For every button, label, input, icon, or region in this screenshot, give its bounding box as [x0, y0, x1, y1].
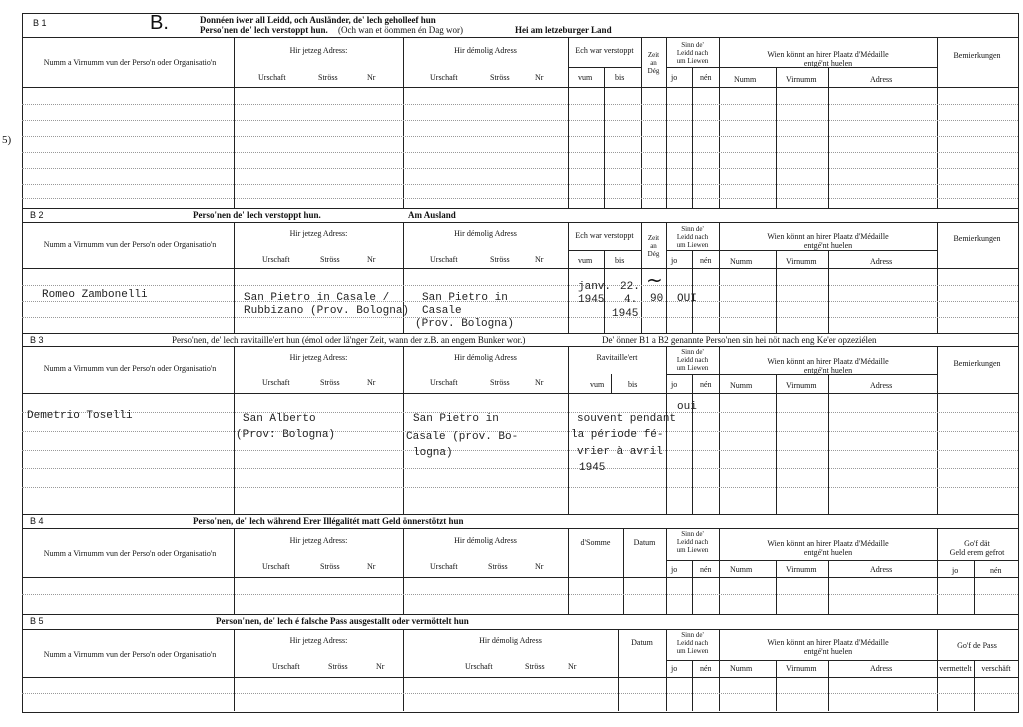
- entry-b3-former-address-2: Casale (prov. Bo-: [406, 431, 519, 443]
- b1-row-line: [22, 136, 1018, 137]
- col-header-obtained: verschäft: [981, 664, 1011, 673]
- section-code-b1: B 1: [33, 18, 47, 28]
- col-header-yes: jo: [671, 565, 678, 574]
- col-header-medal-address: Adress: [870, 664, 893, 673]
- col-header-medal-name: Numm: [730, 381, 753, 390]
- col-header-remarks: Bemierkungen: [953, 359, 1001, 368]
- b3-row-line: [22, 450, 1018, 451]
- col-header-locality: Urschaft: [430, 73, 458, 82]
- col-header-street: Ströss: [525, 662, 545, 671]
- medal-label-1: Wien könnt an hirer Plaatz d'Médaille: [767, 232, 889, 241]
- b4-sub-hline: [666, 560, 1018, 561]
- col-header-medal-address: Adress: [870, 257, 893, 266]
- b5-header-bottom: [22, 677, 1018, 678]
- sense-label-2: Leidd nach: [676, 538, 709, 546]
- section-title-b1-a: Perso'nen de' lech verstoppt hun.: [200, 25, 328, 35]
- section-title-b4: Perso'nen, de' lech während Erer Illégalitét matt Geld önnerstötzt hun: [193, 516, 464, 526]
- col-header-remarks: Bemierkungen: [953, 234, 1001, 243]
- col-header-sense: [666, 225, 719, 249]
- time-label-1: Zeit: [647, 51, 660, 59]
- col-header-pass: Go'f de Pass: [957, 641, 997, 650]
- b3-sub-line: [692, 374, 693, 514]
- col-header-former-address: Hir démolig Adress: [479, 636, 542, 645]
- col-header-medal-first: Virnumm: [786, 565, 817, 574]
- col-header-street: Ströss: [318, 73, 338, 82]
- b3-row-line: [22, 468, 1018, 469]
- b4-top: [22, 514, 1018, 515]
- sense-label-3: um Liewen: [676, 364, 709, 372]
- col-header-yes: jo: [952, 566, 959, 575]
- col-header-nr: Nr: [367, 255, 376, 264]
- col-header-no: nén: [700, 256, 712, 265]
- money-label-1: Go'f dät: [964, 539, 990, 548]
- sense-label-1: Sinn de': [681, 530, 704, 538]
- sense-label-1: Sinn de': [681, 348, 704, 356]
- col-header-medal-first: Virnumm: [786, 75, 817, 84]
- b3-sub-line: [828, 374, 829, 514]
- col-header-time: [641, 234, 666, 258]
- col-header-locality: Urschaft: [430, 255, 458, 264]
- col-header-name: Numm a Virnumm vun der Perso'n oder Organisatio'n: [43, 58, 217, 67]
- col-header-name: Numm a Virnumm vun der Perso'n oder Organisatio'n: [43, 650, 217, 659]
- section-title-b1: Donnéen iwer all Leidd, och Ausländer, de' lech geholleef hun: [200, 15, 436, 25]
- col-header-medal: [719, 232, 937, 250]
- b3-col-line: [234, 346, 235, 514]
- col-header-street: Ströss: [490, 378, 510, 387]
- col-header-to: bis: [628, 380, 638, 389]
- section-title-b2: Perso'nen de' lech verstoppt hun.: [193, 210, 321, 220]
- sense-label-2: Leidd nach: [676, 356, 709, 364]
- col-header-provided: vermettelt: [939, 664, 972, 673]
- b1-sub-line: [776, 67, 777, 208]
- entry-b3-supplied-4: 1945: [579, 462, 606, 474]
- entry-b3-former-address-1: San Pietro in: [413, 413, 499, 425]
- col-header-medal-name: Numm: [734, 75, 757, 84]
- col-header-locality: Urschaft: [272, 662, 300, 671]
- entry-b3-name: Demetrio Toselli: [27, 410, 133, 422]
- b4-sub-line: [974, 560, 975, 614]
- entry-b2-former-address-1: San Pietro in: [422, 292, 508, 304]
- entry-b3-yes: oui: [677, 401, 697, 413]
- entry-b2-to-3: 1945: [612, 308, 639, 320]
- col-header-medal: [719, 50, 937, 68]
- entry-b2-to-1: 22.: [620, 281, 640, 293]
- entry-b2-from-1: janv.: [578, 281, 612, 293]
- section-code-b2: B 2: [30, 210, 44, 220]
- col-header-from: vum: [590, 380, 605, 389]
- col-header-medal: [719, 357, 937, 375]
- sense-label-3: um Liewen: [676, 57, 709, 65]
- col-header-medal: [719, 638, 937, 656]
- sense-label-3: um Liewen: [676, 647, 709, 655]
- section-title-b5: Person'nen, de' lech é falsche Pass ausgestallt oder vermöttelt hun: [216, 616, 469, 626]
- section-code-b3: B 3: [30, 335, 44, 345]
- col-header-street: Ströss: [488, 562, 508, 571]
- entry-b2-former-address-3: (Prov. Bologna): [415, 318, 515, 330]
- col-header-street: Ströss: [320, 562, 340, 571]
- entry-b2-from-2: 1945: [578, 294, 605, 306]
- section-title-b3-right: De' önner B1 a B2 genannte Perso'nen sin hei nöt nach eng Ke'er opzeziélen: [602, 335, 877, 345]
- col-header-nr: Nr: [535, 255, 544, 264]
- b1-header-top: [22, 37, 1018, 38]
- tick-mark-icon: ~: [646, 268, 663, 292]
- col-header-current-address: Hir jetzeg Adress:: [289, 636, 348, 645]
- col-header-street: Ströss: [328, 662, 348, 671]
- col-header-medal-address: Adress: [870, 565, 893, 574]
- medal-label-1: Wien könnt an hirer Plaatz d'Médaille: [767, 357, 889, 366]
- b1-col-line: [234, 37, 235, 208]
- b2-row-line: [22, 317, 1018, 318]
- b1-row-line: [22, 168, 1018, 169]
- sense-label-2: Leidd nach: [676, 49, 709, 57]
- b3-row-line: [22, 487, 1018, 488]
- entry-b2-current-address-2: Rubbizano (Prov. Bologna): [244, 305, 410, 317]
- b3-col-line: [568, 346, 569, 514]
- col-header-medal-first: Virnumm: [786, 381, 817, 390]
- time-label-2: an: [650, 59, 657, 67]
- section-code-b5: B 5: [30, 616, 44, 626]
- b3-header-bottom: [22, 393, 1018, 394]
- entry-b2-name: Romeo Zambonelli: [42, 289, 148, 301]
- section-title-b3: Perso'nen, de' lech ravitaille'ert hun (émol oder lä'nger Zeit, wann der z.B. an engem Bunker wor.): [172, 335, 526, 345]
- b2-top: [22, 208, 1018, 209]
- col-header-name: Numm a Virnumm vun der Perso'n oder Organisatio'n: [43, 549, 217, 558]
- medal-label-2: entgé'nt huelen: [803, 366, 853, 375]
- b5-header-top: [22, 629, 1018, 630]
- col-header-yes: jo: [671, 256, 678, 265]
- b2-row-line: [22, 301, 1018, 302]
- entry-b3-supplied-2: la période fé-: [571, 429, 664, 441]
- section-title-b2-right: Am Ausland: [408, 210, 456, 220]
- b3-col-line: [937, 346, 938, 514]
- sense-label-2: Leidd nach: [676, 639, 709, 647]
- b1-col-line: [937, 37, 938, 208]
- col-header-money: [937, 539, 1017, 557]
- col-header-date: Datum: [631, 638, 653, 647]
- entry-b2-current-address-1: San Pietro in Casale /: [244, 292, 390, 304]
- b1-row-line: [22, 104, 1018, 105]
- section-title-b1-c: Hei am letzeburger Land: [515, 25, 612, 35]
- b2-header-top: [22, 222, 1018, 223]
- b3-row-line: [22, 431, 1018, 432]
- col-header-nr: Nr: [367, 562, 376, 571]
- entry-b2-days: 90: [650, 293, 664, 305]
- col-header-nr: Nr: [367, 73, 376, 82]
- sense-label-1: Sinn de': [681, 41, 704, 49]
- b1-col-line: [568, 37, 569, 208]
- col-header-sense: [666, 631, 719, 655]
- b5-sub-line: [828, 660, 829, 711]
- col-header-to: bis: [615, 256, 625, 265]
- col-header-to: bis: [615, 73, 625, 82]
- col-header-name: Numm a Virnumm vun der Perso'n oder Organisatio'n: [43, 240, 217, 249]
- b1-sub-line: [828, 67, 829, 208]
- b4-sub-line: [776, 560, 777, 614]
- b2-row-line: [22, 285, 1018, 286]
- medal-label-2: entgé'nt huelen: [803, 241, 853, 250]
- col-header-medal-first: Virnumm: [786, 664, 817, 673]
- medal-label-2: entgé'nt huelen: [803, 59, 853, 68]
- col-header-yes: jo: [671, 664, 678, 673]
- col-header-current-address: Hir jetzeg Adress:: [289, 229, 348, 238]
- col-header-sense: [666, 530, 719, 554]
- col-header-locality: Urschaft: [262, 378, 290, 387]
- b2-sub-line: [828, 250, 829, 333]
- entry-b3-supplied-3: vrier à avril: [577, 446, 663, 458]
- col-header-sum: d'Somme: [580, 538, 611, 547]
- b4-sub-line: [692, 560, 693, 614]
- b2-sub-hline: [568, 250, 641, 251]
- col-header-nr: Nr: [535, 378, 544, 387]
- b4-header-bottom: [22, 577, 1018, 578]
- col-header-nr: Nr: [535, 562, 544, 571]
- col-header-medal-first: Virnumm: [786, 257, 817, 266]
- col-header-hidden: Ech war verstoppt: [575, 46, 634, 55]
- col-header-street: Ströss: [490, 255, 510, 264]
- col-header-sense: [666, 41, 719, 65]
- col-header-medal: [719, 539, 937, 557]
- b1-row-line: [22, 198, 1018, 199]
- b2-sub-line: [776, 250, 777, 333]
- sense-label-3: um Liewen: [676, 546, 709, 554]
- time-label-3: Dég: [647, 67, 660, 75]
- col-header-nr: Nr: [367, 378, 376, 387]
- col-header-nr: Nr: [376, 662, 385, 671]
- col-header-yes: jo: [671, 73, 678, 82]
- time-label-1: Zeit: [647, 234, 660, 242]
- b1-sub-line: [604, 67, 605, 208]
- section-code-b4: B 4: [30, 516, 44, 526]
- col-header-street: Ströss: [320, 255, 340, 264]
- sense-label-1: Sinn de': [681, 225, 704, 233]
- b2-sub-hline: [666, 250, 937, 251]
- col-header-supplied: Ravitaille'ert: [596, 353, 638, 362]
- form-letter: B.: [150, 12, 169, 34]
- b1-row-line: [22, 152, 1018, 153]
- col-header-former-address: Hir démolig Adress: [454, 353, 517, 362]
- col-header-yes: jo: [671, 380, 678, 389]
- b1-row-line: [22, 120, 1018, 121]
- col-header-locality: Urschaft: [430, 562, 458, 571]
- col-header-time: [641, 51, 666, 75]
- col-header-no: nén: [990, 566, 1002, 575]
- b2-header-bottom: [22, 268, 1018, 269]
- b1-row-line: [22, 184, 1018, 185]
- col-header-medal-name: Numm: [730, 257, 753, 266]
- medal-label-1: Wien könnt an hirer Plaatz d'Médaille: [767, 638, 889, 647]
- medal-label-2: entgé'nt huelen: [803, 548, 853, 557]
- b1-header-bottom: [22, 87, 1018, 88]
- col-header-nr: Nr: [568, 662, 577, 671]
- col-header-name: Numm a Virnumm vun der Perso'n oder Organisatio'n: [43, 364, 217, 373]
- entry-b2-yes: OUI: [677, 293, 697, 305]
- margin-mark: 5): [2, 134, 12, 146]
- col-header-nr: Nr: [535, 73, 544, 82]
- sense-label-2: Leidd nach: [676, 233, 709, 241]
- col-header-former-address: Hir démolig Adress: [454, 536, 517, 545]
- money-label-2: Geld erem gefrot: [949, 548, 1005, 557]
- col-header-locality: Urschaft: [430, 378, 458, 387]
- col-header-current-address: Hir jetzeg Adress:: [289, 353, 348, 362]
- b5-row-line: [22, 693, 1018, 694]
- b3-top: [22, 333, 1018, 334]
- col-header-no: nén: [700, 380, 712, 389]
- entry-b2-to-2: 4.: [624, 294, 638, 306]
- b1-sub-line: [692, 67, 693, 208]
- b3-col-line: [403, 346, 404, 514]
- col-header-from: vum: [578, 256, 593, 265]
- section-title-b1-b: (Och wan et öommen én Dag wor): [338, 25, 463, 35]
- col-header-former-address: Hir démolig Adress: [454, 46, 517, 55]
- sense-label-3: um Liewen: [676, 241, 709, 249]
- col-header-locality: Urschaft: [262, 255, 290, 264]
- col-header-sense: [666, 348, 719, 372]
- col-header-street: Ströss: [320, 378, 340, 387]
- b5-sub-hline: [666, 660, 1018, 661]
- b3-header-top: [22, 346, 1018, 347]
- col-header-medal-name: Numm: [730, 565, 753, 574]
- col-header-locality: Urschaft: [258, 73, 286, 82]
- medal-label-1: Wien könnt an hirer Plaatz d'Médaille: [767, 50, 889, 59]
- col-header-locality: Urschaft: [262, 562, 290, 571]
- b5-top: [22, 614, 1018, 615]
- col-header-current-address: Hir jetzeg Adress:: [289, 536, 348, 545]
- col-header-no: nén: [700, 73, 712, 82]
- b3-row-line: [22, 412, 1018, 413]
- time-label-3: Dég: [647, 250, 660, 258]
- b3-sub-line: [611, 374, 612, 393]
- b2-sub-line: [692, 250, 693, 333]
- col-header-current-address: Hir jetzeg Adress:: [289, 46, 348, 55]
- col-header-date: Datum: [633, 538, 656, 547]
- entry-b3-current-address-2: (Prov: Bologna): [236, 429, 336, 441]
- col-header-hidden: Ech war verstoppt: [575, 231, 634, 240]
- b5-sub-line: [692, 660, 693, 711]
- col-header-medal-address: Adress: [870, 75, 893, 84]
- col-header-street: Ströss: [490, 73, 510, 82]
- col-header-from: vum: [578, 73, 593, 82]
- medal-label-1: Wien könnt an hirer Plaatz d'Médaille: [767, 539, 889, 548]
- b4-sub-line: [828, 560, 829, 614]
- col-header-no: nén: [700, 664, 712, 673]
- col-header-remarks: Bemierkungen: [953, 51, 1001, 60]
- b3-sub-line: [776, 374, 777, 514]
- col-header-former-address: Hir démolig Adress: [454, 229, 517, 238]
- col-header-medal-address: Adress: [870, 381, 893, 390]
- b1-col-line: [403, 37, 404, 208]
- entry-b2-former-address-2: Casale: [422, 305, 462, 317]
- time-label-2: an: [650, 242, 657, 250]
- b5-sub-line: [776, 660, 777, 711]
- entry-b3-former-address-3: logna): [413, 447, 453, 459]
- col-header-no: nén: [700, 565, 712, 574]
- b4-header-top: [22, 528, 1018, 529]
- sense-label-1: Sinn de': [681, 631, 704, 639]
- b1-sub-hline: [568, 67, 641, 68]
- entry-b3-supplied-1: souvent pendant: [577, 413, 677, 425]
- entry-b3-current-address-1: San Alberto: [243, 413, 316, 425]
- b4-row-line: [22, 594, 1018, 595]
- col-header-locality: Urschaft: [465, 662, 493, 671]
- col-header-medal-name: Numm: [730, 664, 753, 673]
- medal-label-2: entgé'nt huelen: [803, 647, 853, 656]
